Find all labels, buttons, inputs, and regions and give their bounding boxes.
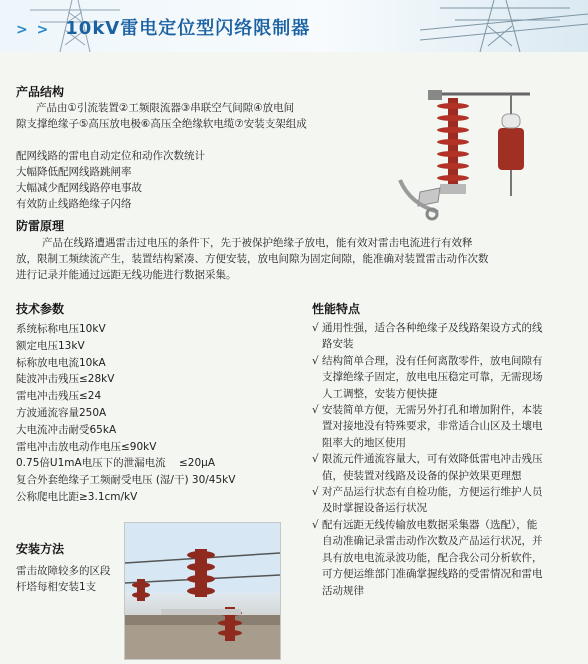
performance-item xyxy=(312,402,580,451)
feature-list xyxy=(16,148,205,212)
feature-item: 大幅降低配网线路跳闸率 xyxy=(16,166,132,178)
install-text xyxy=(16,563,111,595)
product-illustration xyxy=(380,84,576,230)
check-mark-icon: √ xyxy=(312,486,319,499)
install-heading: 安装方法 xyxy=(16,542,65,556)
check-mark-icon: √ xyxy=(312,404,319,417)
principle-line-2: 放，限制工频续流产生，装置结构紧凑、方便安装，放电间隙为固定间隙，能准确对装置雷击动作次数 xyxy=(16,253,489,265)
feature-item: 配网线路的雷电自动定位和动作次数统计 xyxy=(16,150,205,162)
performance-item-line: 值，使装置对线路及设备的保护效果更理想 xyxy=(322,469,522,482)
feature-item: 有效防止线路绝缘子闪络 xyxy=(16,198,132,210)
spec-row: 陡波冲击残压≤28kV xyxy=(16,373,115,386)
spec-row: 大电流冲击耐受65kA xyxy=(16,423,117,436)
spec-row: 雷电冲击残压≤24 xyxy=(16,390,102,403)
performance-item xyxy=(312,353,580,402)
performance-heading: 性能特点 xyxy=(312,302,361,316)
title-arrows: > > xyxy=(16,22,51,38)
check-mark-icon: √ xyxy=(312,322,319,334)
installation-photo xyxy=(124,522,281,660)
installation-scene-icon xyxy=(125,523,280,659)
spec-row: 雷电冲击放电动作电压≤90kV xyxy=(16,440,157,453)
tech-heading: 技术参数 xyxy=(16,302,65,316)
principle-line-3: 进行记录并能通过远距无线功能进行数据采集。 xyxy=(16,269,237,281)
performance-item-line: 阻率大的地区使用 xyxy=(322,436,406,449)
check-mark-icon: √ xyxy=(312,453,319,466)
structure-line-1: 产品由①引流装置②工频限流器③串联空气间隙④放电间 xyxy=(36,102,295,114)
performance-item-line: 路安装 xyxy=(322,338,354,351)
install-line-2: 杆塔每相安装1支 xyxy=(16,581,97,593)
principle-heading: 防雷原理 xyxy=(16,219,65,233)
principle-line-1: 产品在线路遭遇雷击过电压的条件下，先于被保护绝缘子放电，能有效对雷击电流进行有效释 xyxy=(42,237,473,249)
header-banner xyxy=(0,0,588,52)
performance-item-line: 支撑绝缘子固定，放电电压稳定可靠，无需现场 xyxy=(322,371,543,384)
performance-item-line: 限流元件通流容量大，可有效降低雷电冲击残压 xyxy=(322,453,543,466)
spec-row: 方波通流容量250A xyxy=(16,406,107,419)
structure-text xyxy=(16,100,307,132)
performance-item xyxy=(312,451,580,484)
performance-item-line: 配有远距无线传输放电数据采集器（选配），能 xyxy=(322,518,538,531)
spec-row: 标称放电电流10kA xyxy=(16,356,106,369)
feature-item: 大幅减少配网线路停电事故 xyxy=(16,182,142,194)
spec-row: 额定电压13kV xyxy=(16,339,85,352)
performance-item xyxy=(312,484,580,517)
performance-item-line: 自动准确记录雷击动作次数及产品运行状况，并 xyxy=(322,535,543,548)
performance-item-line: 通用性强，适合各种绝缘子及线路架设方式的线 xyxy=(322,322,543,334)
install-line-1: 雷击故障较多的区段 xyxy=(16,565,111,577)
transmission-tower-right-icon xyxy=(420,0,588,52)
performance-item-line: 活动规律 xyxy=(322,584,364,597)
performance-item-line: 人工调整，安装方便快捷 xyxy=(322,387,438,400)
principle-text xyxy=(16,235,489,283)
structure-heading: 产品结构 xyxy=(16,85,65,99)
performance-item-line: 结构简单合理，没有任何离散零件，放电间隙有 xyxy=(322,354,543,367)
page-title xyxy=(16,14,310,40)
performance-item-line: 及时掌握设备运行状况 xyxy=(322,502,427,515)
title-text: 10kV雷电定位型闪络限制器 xyxy=(65,18,311,39)
performance-item-line: 可方便运维部门准确掌握线路的受雷情况和雷电 xyxy=(322,568,543,581)
spec-row: 复合外套绝缘子工频耐受电压 (湿/干) 30/45kV xyxy=(16,474,236,487)
structure-line-2: 隙支撑绝缘子⑤高压放电极⑥高压全绝缘软电缆⑦安装支架组成 xyxy=(16,118,307,130)
tech-spec-list xyxy=(16,321,235,506)
performance-item-line: 置对接地没有特殊要求，非常适合山区及土壤电 xyxy=(322,420,543,433)
check-mark-icon: √ xyxy=(312,518,319,531)
performance-item-line: 安装简单方便，无需另外打孔和增加附件，本装 xyxy=(322,404,543,417)
spec-row: 公称爬电比距≥3.1cm/kV xyxy=(16,490,138,503)
spec-row: 系统标称电压10kV xyxy=(16,323,106,335)
spec-row: 0.75倍U1mA电压下的泄漏电流 ≤20μA xyxy=(16,457,216,470)
performance-item-line: 具有放电电流录波功能，配合我公司分析软件， xyxy=(322,551,543,564)
check-mark-icon: √ xyxy=(312,354,319,367)
performance-item xyxy=(312,320,580,353)
performance-list xyxy=(312,320,580,599)
performance-item xyxy=(312,517,580,599)
performance-item-line: 对产品运行状态有自检功能，方便运行维护人员 xyxy=(322,486,543,499)
